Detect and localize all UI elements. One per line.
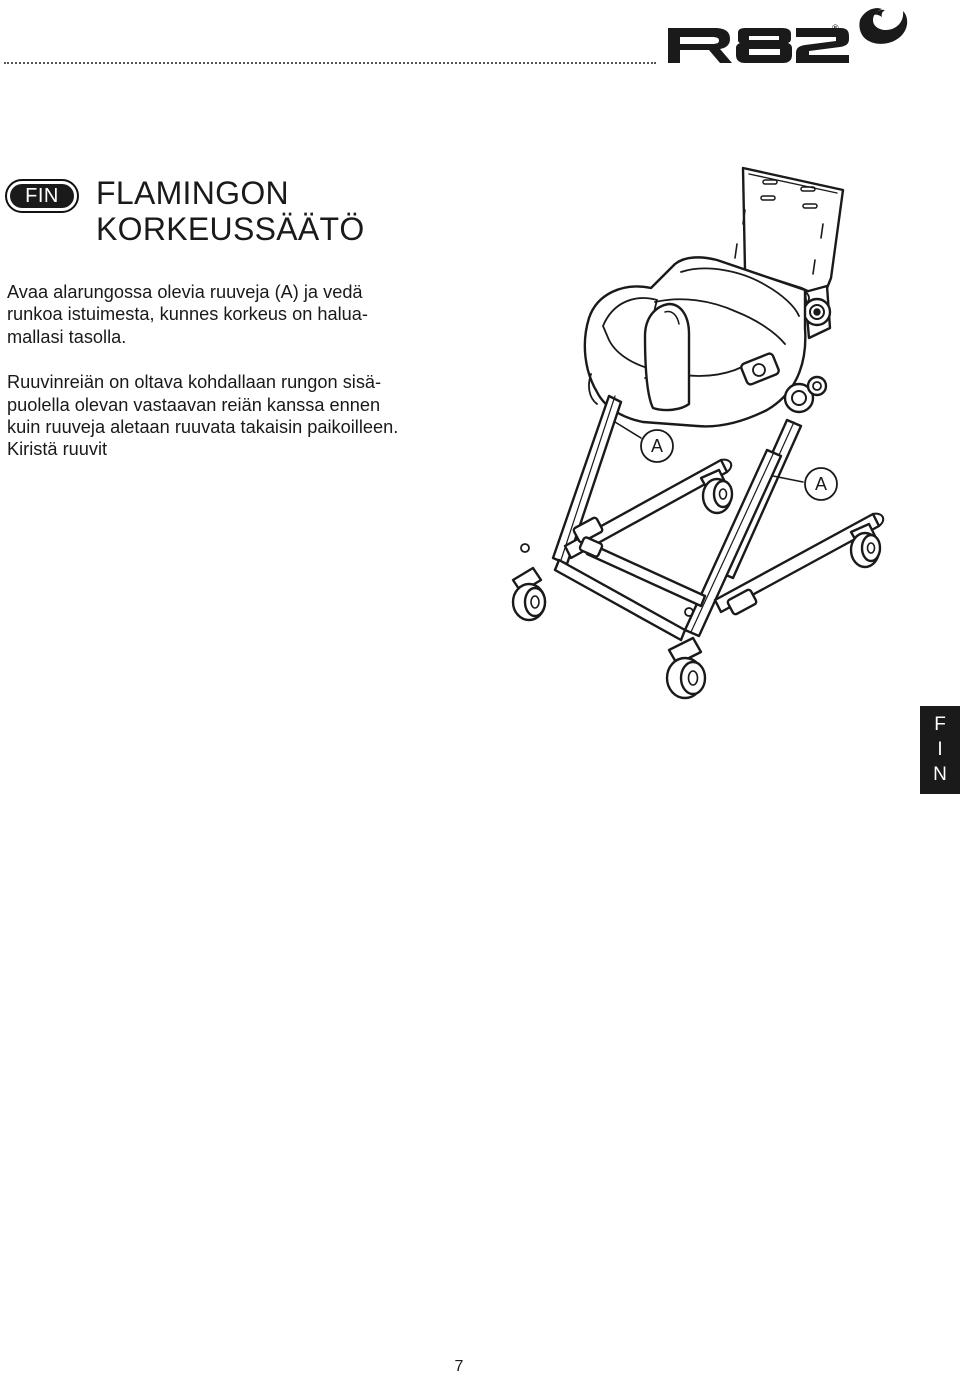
text-line: Avaa alarungossa olevia ruuveja (A) ja vedä bbox=[7, 282, 363, 302]
language-badge bbox=[5, 179, 79, 213]
callout-a-right-label: A bbox=[814, 474, 827, 494]
page-title-line: KORKEUSSÄÄTÖ bbox=[96, 211, 365, 247]
text-line: puolella olevan vastaavan reiän kanssa ennen bbox=[7, 394, 381, 415]
caster-wheel bbox=[701, 470, 732, 513]
page-title-line: FLAMINGON bbox=[96, 175, 289, 211]
caster-wheel bbox=[851, 524, 880, 567]
text-line: runkoa istuimesta, kunnes korkeus on halua- bbox=[7, 304, 368, 325]
text-line: mallasi tasolla. bbox=[7, 326, 127, 347]
brand-logo bbox=[664, 2, 924, 68]
brand-logo-graphic bbox=[664, 2, 924, 68]
header-dotted-rule bbox=[4, 62, 656, 64]
instructions-text bbox=[7, 281, 457, 461]
language-badge-label: FIN bbox=[10, 184, 74, 208]
instruction-paragraph bbox=[7, 371, 457, 461]
registered-mark: ® bbox=[832, 23, 839, 33]
side-tab-letter: N bbox=[933, 764, 947, 785]
callout-a-left-label: A bbox=[650, 436, 663, 456]
chair-illustration bbox=[505, 160, 900, 705]
language-side-tab bbox=[920, 706, 960, 794]
side-tab-letter: F bbox=[934, 714, 946, 735]
instruction-paragraph bbox=[7, 281, 457, 348]
text-line: Ruuvinreiän on oltava kohdallaan rungon sisä- bbox=[7, 372, 382, 393]
page-title bbox=[96, 175, 365, 247]
text-line: Kiristä ruuvit bbox=[7, 439, 108, 460]
side-tab-letter: I bbox=[937, 739, 943, 760]
page-number: 7 bbox=[454, 1358, 464, 1375]
caster-wheel bbox=[667, 638, 705, 698]
chair-drawing bbox=[505, 160, 900, 705]
caster-wheel bbox=[513, 568, 545, 620]
text-line: kuin ruuveja aletaan ruuvata takaisin paikoilleen. bbox=[7, 417, 399, 438]
